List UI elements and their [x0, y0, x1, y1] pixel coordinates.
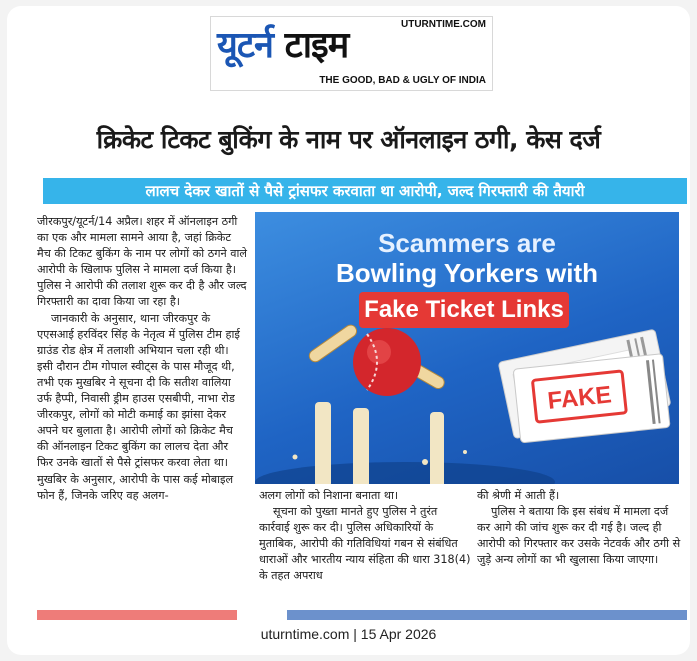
masthead-name-part2: टाइम — [284, 25, 349, 66]
article-headline: क्रिकेट टिकट बुकिंग के नाम पर ऑनलाइन ठगी, केस दर्ज — [96, 125, 601, 154]
article-column-1 — [37, 214, 247, 504]
cut-off-text-red — [37, 610, 237, 620]
image-caption-line2: Bowling Yorkers with — [336, 258, 598, 288]
masthead-url: UTURNTIME.COM — [401, 19, 486, 30]
image-caption-line1: Scammers are — [378, 228, 556, 258]
article-column-3 — [477, 488, 682, 568]
paragraph: जीरकपुर/यूटर्न/14 अप्रैल। शहर में ऑनलाइन ठगी का एक और मामला सामने आया है, जहां क्रिकेट मैच की टिकट बुकिंग के नाम पर लोगों को ठगने वाले आरोपी के खिलाफ पुलिस ने मामला दर्ज किया है। पुलिस ने आरोपी की तलाश शुरू कर दी है और जल्द गिरफ्तारी का दावा किया जा रहा है। — [37, 215, 247, 309]
paragraph: सूचना को पुख्ता मानते हुए पुलिस ने तुरंत कार्रवाई शुरू कर दी। पुलिस अधिकारियों के मुताबिक, आरोपी की गतिविधियां गबन से संबंधित धाराओं और भारतीय न्याय संहिता की धारा 318(4) के तहत अपराध — [259, 505, 471, 583]
fake-stamp-text: FAKE — [546, 381, 613, 415]
masthead-name — [217, 19, 348, 68]
masthead-logo[interactable] — [210, 16, 493, 91]
paragraph: की श्रेणी में आती हैं। — [477, 489, 560, 502]
masthead-name-part1: यूटर्न — [217, 25, 274, 66]
paragraph: पुलिस ने बताया कि इस संबंध में मामला दर्ज कर आगे की जांच शुरू कर दी गई है। जल्द ही आरोपी को गिरफ्तार कर उसके नेटवर्क और ठगी से जुड़े अन्य लोगों का भी खुलासा किया जाएगा। — [477, 505, 681, 567]
image-caption-line3: Fake Ticket Links — [359, 292, 569, 328]
paragraph: अलग लोगों को निशाना बनाता था। — [259, 489, 399, 502]
paragraph: जानकारी के अनुसार, थाना जीरकपुर के एएसआई हरविंदर सिंह के नेतृत्व में पुलिस टीम हाई ग्राउंड रोड क्षेत्र में तलाशी अभियान चला रही थी। इसी दौरान टीम गोपाल स्वीट्स के पास मौजूद थी, तभी एक मुखबिर ने सूचना दी कि सतीश वालिया उर्फ हैप्पी, निवासी ड्रीम हाउस एसबीपी, नाभा रोड जीरकपुर, लोगों को मोटी कमाई का झांसा देकर अपने घर बुलाता है। आरोपी लोगों को क्रिकेट मैच की ऑनलाइन टिकट बुकिंग का लालच देता और फिर उनके खातों से पैसे ट्रांसफर करवा लेता था। मुखबिर के अनुसार, आरोपी के पास कई मोबाइल फोन हैं, जिनके जरिए वह अलग- — [37, 311, 240, 502]
cut-off-next-headline — [37, 602, 687, 620]
footer-caption: uturntime.com | 15 Apr 2026 — [260, 626, 437, 642]
article-column-2 — [259, 488, 471, 585]
masthead-tagline: THE GOOD, BAD & UGLY OF INDIA — [319, 75, 486, 86]
article-subheadline: लालच देकर खातों से पैसे ट्रांसफर करवाता था आरोपी, जल्द गिरफ्तारी की तैयारी — [43, 178, 687, 204]
news-card — [7, 6, 690, 655]
cut-off-text-blue — [287, 610, 687, 620]
article-image — [255, 212, 679, 484]
